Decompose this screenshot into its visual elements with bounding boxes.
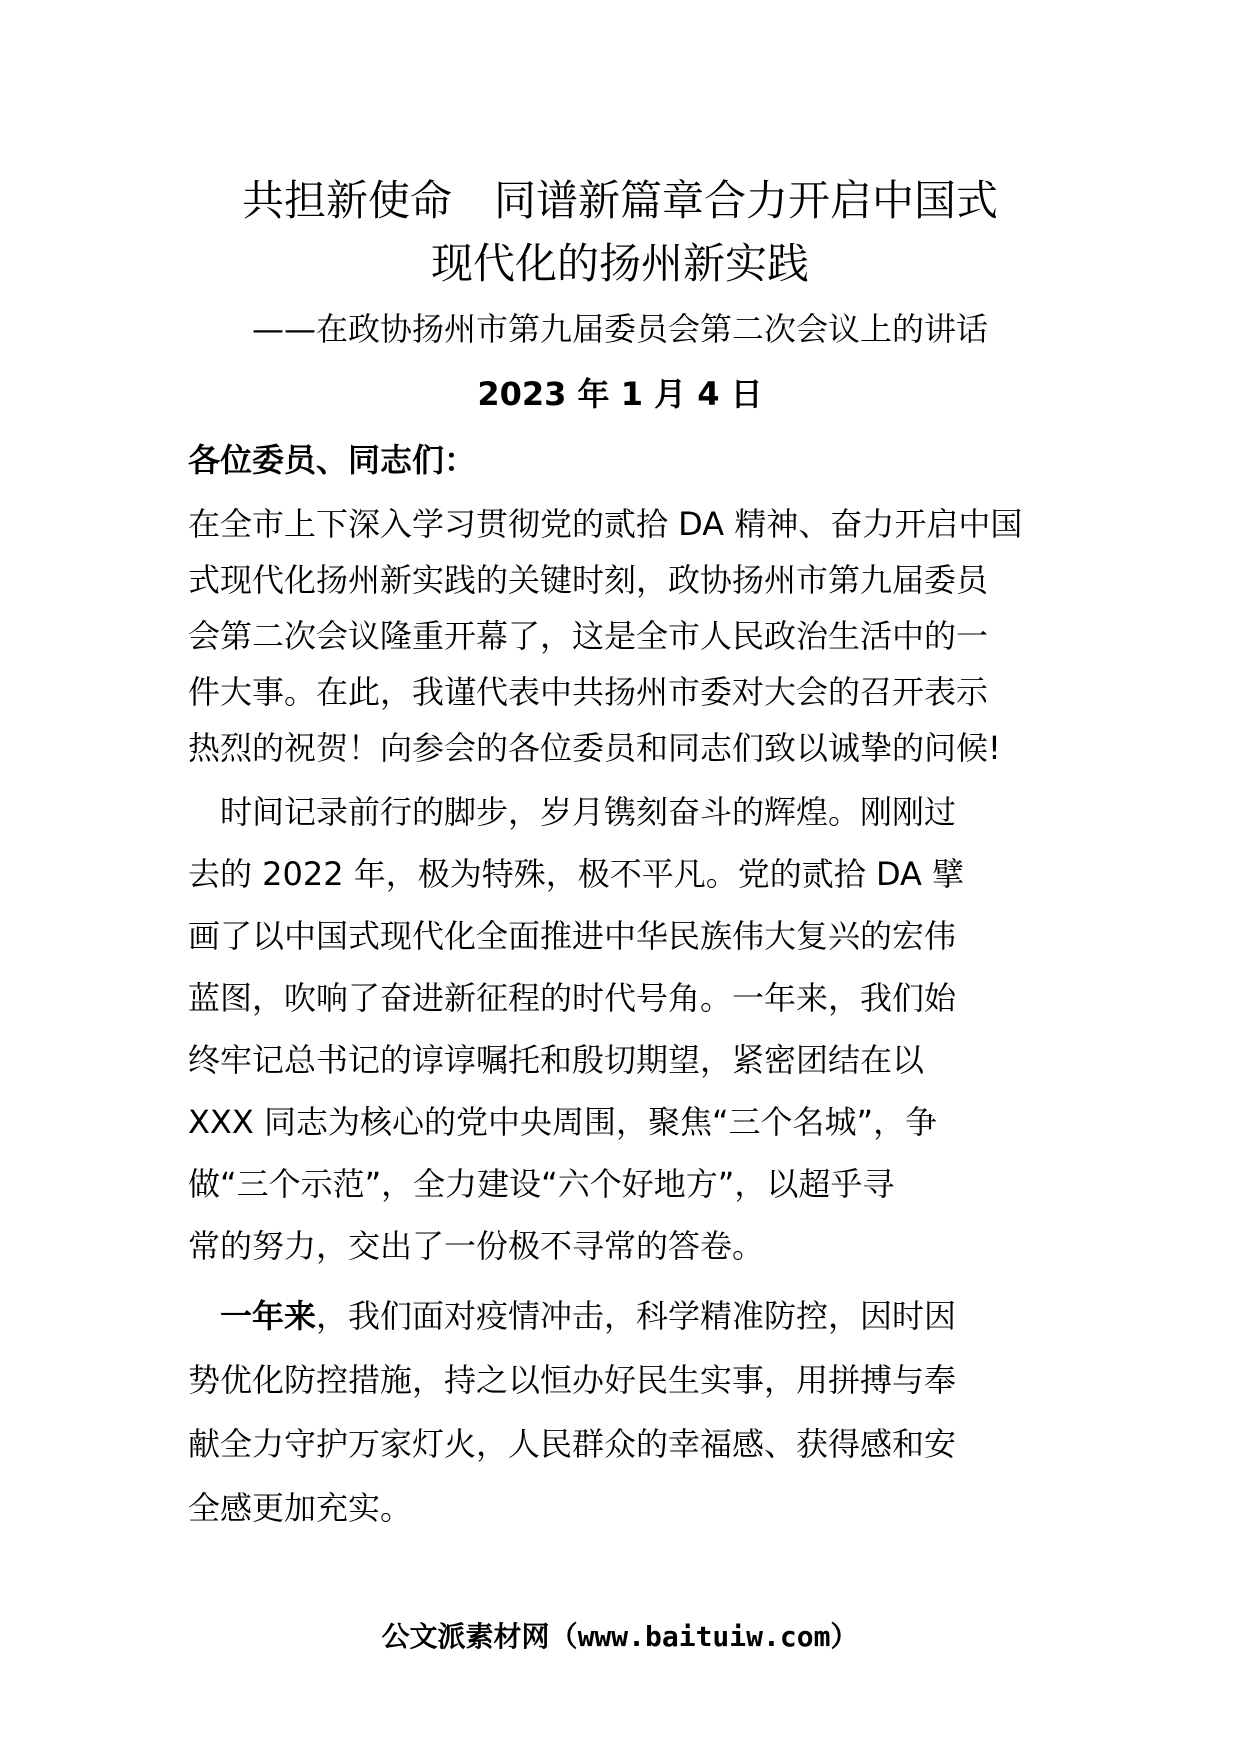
document-title-line-1: 共担新使命 同谱新篇章合力开启中国式 (241, 176, 998, 225)
paragraph-1-line-5: 热烈的祝贺！向参会的各位委员和同志们致以诚挚的问候! (188, 729, 1001, 767)
paragraph-2-line-8: 常的努力，交出了一份极不寻常的答卷。 (188, 1227, 765, 1265)
paragraph-2-line-4: 蓝图，吹响了奋进新征程的时代号角。一年来，我们始 (188, 979, 957, 1017)
footer-site-url: （www.baituiw.com） (549, 1620, 859, 1653)
page-footer (180, 1617, 1060, 1657)
salutation: 各位委员、同志们： (188, 441, 477, 479)
paragraph-3-line-4: 全感更加充实。 (188, 1489, 413, 1527)
paragraph-2-line-5: 终牢记总书记的谆谆嘱托和殷切期望，紧密团结在以 (188, 1041, 925, 1079)
paragraph-1-line-2: 式现代化扬州新实践的关键时刻，政协扬州市第九届委员 (188, 561, 989, 599)
paragraph-2-line-7: 做“三个示范”，全力建设“六个好地方”，以超乎寻 (188, 1165, 895, 1203)
paragraph-3-line-3: 献全力守护万家灯火，人民群众的幸福感、获得感和安 (188, 1425, 957, 1463)
document-subtitle: ——在政协扬州市第九届委员会第二次会议上的讲话 (251, 310, 988, 348)
document-title-line-2: 现代化的扬州新实践 (430, 239, 809, 288)
footer-site-name: 公文派素材网 (381, 1620, 550, 1653)
paragraph-2-line-1: 时间记录前行的脚步，岁月镌刻奋斗的辉煌。刚刚过 (188, 793, 957, 831)
paragraph-2-line-3: 画了以中国式现代化全面推进中华民族伟大复兴的宏伟 (188, 917, 957, 955)
paragraph-3-lead: 一年来 (220, 1297, 317, 1335)
paragraph-3-line-2: 势优化防控措施，持之以恒办好民生实事，用拼搏与奉 (188, 1361, 957, 1399)
paragraph-1-line-4: 件大事。在此，我谨代表中共扬州市委对大会的召开表示 (188, 673, 989, 711)
paragraph-1-line-3: 会第二次会议隆重开幕了，这是全市人民政治生活中的一 (188, 617, 989, 655)
paragraph-1-line-1: 在全市上下深入学习贯彻党的贰拾 DA 精神、奋力开启中国 (188, 505, 1023, 543)
paragraph-2-line-6: XXX 同志为核心的党中央周围，聚焦“三个名城”，争 (188, 1103, 938, 1141)
paragraph-2-line-2: 去的 2022 年，极为特殊，极不平凡。党的贰拾 DA 擘 (188, 855, 965, 893)
document-date: 2023 年 1 月 4 日 (477, 375, 763, 413)
paragraph-3-line-1 (188, 1292, 956, 1340)
paragraph-3-line-1-text: ，我们面对疫情冲击，科学精准防控，因时因 (316, 1297, 957, 1335)
